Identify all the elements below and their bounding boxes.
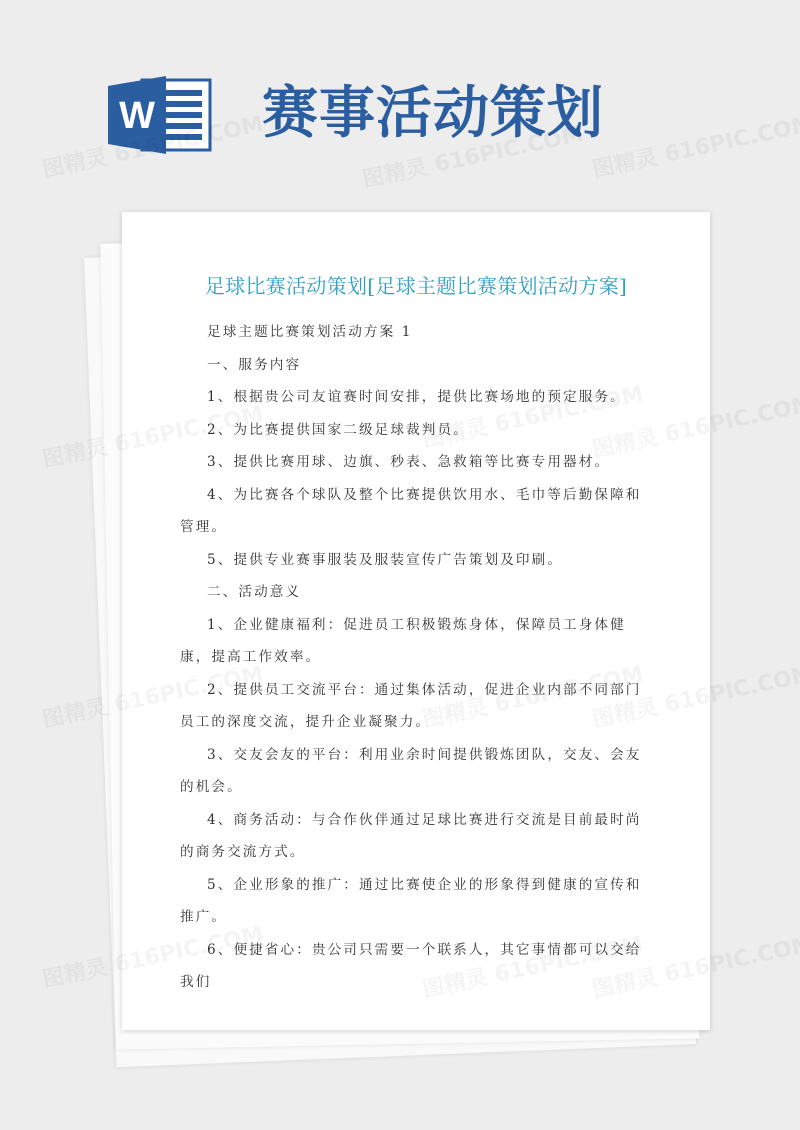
document-body: [180, 316, 650, 999]
paragraph: 3、交友会友的平台：利用业余时间提供锻炼团队，交友、会友的机会。: [180, 746, 642, 795]
section-heading: 二、活动意义: [207, 584, 302, 600]
paragraph: 5、提供专业赛事服装及服装宣传广告策划及印刷。: [207, 551, 564, 568]
word-logo-letter: W: [119, 95, 155, 137]
paragraph: 4、商务活动：与合作伙伴通过足球比赛进行交流是目前最时尚的商务交流方式。: [180, 811, 642, 860]
paragraph: 6、便捷省心：贵公司只需要一个联系人，其它事情都可以交给我们: [180, 941, 642, 990]
paragraph: 5、企业形象的推广：通过比赛使企业的形象得到健康的宣传和推广。: [180, 876, 642, 925]
document-page: [122, 212, 710, 1030]
banner: [0, 0, 800, 200]
paragraph: 4、为比赛各个球队及整个比赛提供饮用水、毛巾等后勤保障和管理。: [180, 486, 642, 535]
section-heading: 一、服务内容: [207, 356, 302, 373]
paragraph: 1、根据贵公司友谊赛时间安排，提供比赛场地的预定服务。: [207, 389, 626, 405]
paragraph: 足球主题比赛策划活动方案 1: [207, 324, 413, 340]
paragraph: 2、提供员工交流平台：通过集体活动，促进企业内部不同部门员工的深度交流，提升企业凝聚力。: [180, 681, 642, 730]
paragraph: 3、提供比赛用球、边旗、秒表、急救箱等比赛专用器材。: [207, 454, 611, 470]
paragraph: 1、企业健康福利：促进员工积极锻炼身体，保障员工身体健康，提高工作效率。: [180, 616, 626, 665]
banner-title: 赛事活动策划: [262, 80, 604, 146]
document-title: 足球比赛活动策划[足球主题比赛策划活动方案]: [204, 274, 628, 298]
paragraph: 2、为比赛提供国家二级足球裁判员。: [207, 421, 469, 438]
word-app-icon: [108, 76, 212, 154]
